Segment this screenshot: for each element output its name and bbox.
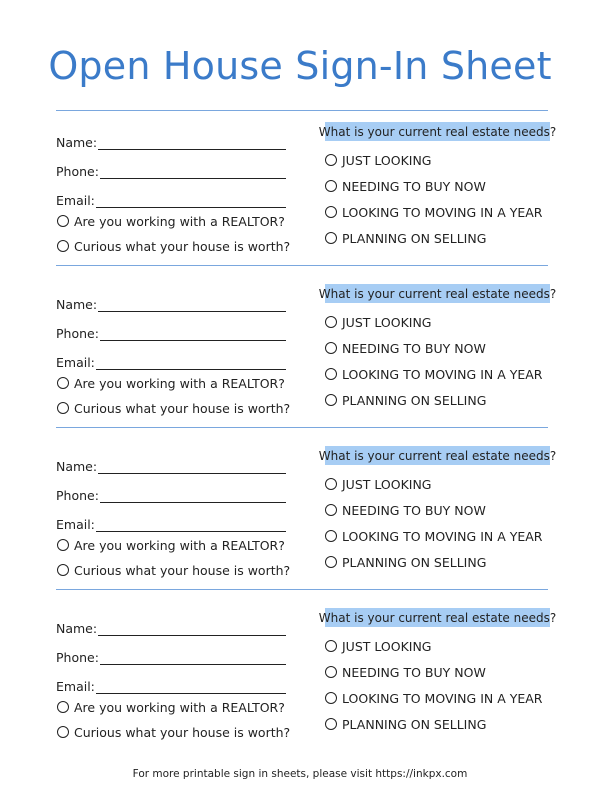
phone-field[interactable] bbox=[56, 323, 286, 341]
name-field[interactable] bbox=[56, 456, 286, 474]
radio-circle-icon[interactable] bbox=[325, 342, 337, 354]
name-field-label: Name: bbox=[56, 297, 98, 312]
phone-field-underline[interactable] bbox=[100, 491, 286, 503]
house-worth-option[interactable] bbox=[57, 724, 290, 740]
needs-option-label: JUST LOOKING bbox=[342, 638, 432, 654]
needs-option-label: PLANNING ON SELLING bbox=[342, 716, 487, 732]
radio-circle-icon[interactable] bbox=[325, 232, 337, 244]
realtor-option-label: Are you working with a REALTOR? bbox=[74, 213, 285, 229]
email-field-underline[interactable] bbox=[96, 682, 286, 694]
needs-option[interactable] bbox=[325, 502, 486, 518]
email-field-label: Email: bbox=[56, 679, 95, 694]
needs-option-label: PLANNING ON SELLING bbox=[342, 554, 487, 570]
name-field-underline[interactable] bbox=[98, 462, 286, 474]
phone-field-underline[interactable] bbox=[100, 653, 286, 665]
radio-circle-icon[interactable] bbox=[325, 640, 337, 652]
email-field[interactable] bbox=[56, 190, 286, 208]
needs-option[interactable] bbox=[325, 716, 486, 732]
page-title: Open House Sign-In Sheet bbox=[48, 44, 552, 88]
house-worth-option[interactable] bbox=[57, 400, 290, 416]
radio-circle-icon[interactable] bbox=[325, 666, 337, 678]
needs-option[interactable] bbox=[325, 554, 486, 570]
radio-circle-icon[interactable] bbox=[325, 478, 337, 490]
needs-option[interactable] bbox=[325, 638, 432, 654]
phone-field-label: Phone: bbox=[56, 326, 99, 341]
name-field-underline[interactable] bbox=[98, 138, 286, 150]
house-worth-option[interactable] bbox=[57, 562, 290, 578]
radio-circle-icon[interactable] bbox=[57, 215, 69, 227]
realtor-option-label: Are you working with a REALTOR? bbox=[74, 699, 285, 715]
needs-option-label: NEEDING TO BUY NOW bbox=[342, 340, 486, 356]
needs-option[interactable] bbox=[325, 340, 486, 356]
name-field[interactable] bbox=[56, 294, 286, 312]
section-divider bbox=[56, 265, 548, 266]
needs-option-label: NEEDING TO BUY NOW bbox=[342, 178, 486, 194]
radio-circle-icon[interactable] bbox=[57, 726, 69, 738]
footer-note: For more printable sign in sheets, please visit https://inkpx.com bbox=[132, 768, 468, 780]
needs-option-label: JUST LOOKING bbox=[342, 152, 432, 168]
realtor-option-label: Are you working with a REALTOR? bbox=[74, 375, 285, 391]
needs-option[interactable] bbox=[325, 178, 486, 194]
sign-in-entry bbox=[0, 442, 600, 582]
needs-option[interactable] bbox=[325, 476, 432, 492]
email-field[interactable] bbox=[56, 514, 286, 532]
radio-circle-icon[interactable] bbox=[57, 240, 69, 252]
needs-option-label: LOOKING TO MOVING IN A YEAR bbox=[342, 690, 543, 706]
house-worth-option-label: Curious what your house is worth? bbox=[74, 724, 291, 740]
sign-in-entry bbox=[0, 604, 600, 744]
radio-circle-icon[interactable] bbox=[57, 701, 69, 713]
needs-option-label: LOOKING TO MOVING IN A YEAR bbox=[342, 366, 543, 382]
phone-field[interactable] bbox=[56, 647, 286, 665]
house-worth-option-label: Curious what your house is worth? bbox=[74, 400, 291, 416]
needs-option-label: PLANNING ON SELLING bbox=[342, 392, 487, 408]
needs-option[interactable] bbox=[325, 204, 543, 220]
needs-question-header: What is your current real estate needs? bbox=[325, 122, 550, 141]
house-worth-option-label: Curious what your house is worth? bbox=[74, 238, 291, 254]
phone-field[interactable] bbox=[56, 485, 286, 503]
name-field-label: Name: bbox=[56, 459, 98, 474]
radio-circle-icon[interactable] bbox=[325, 206, 337, 218]
phone-field[interactable] bbox=[56, 161, 286, 179]
email-field-underline[interactable] bbox=[96, 520, 286, 532]
sign-in-entry bbox=[0, 280, 600, 420]
radio-circle-icon[interactable] bbox=[325, 154, 337, 166]
needs-option[interactable] bbox=[325, 366, 543, 382]
needs-question-header: What is your current real estate needs? bbox=[325, 608, 550, 627]
section-divider bbox=[56, 427, 548, 428]
name-field-label: Name: bbox=[56, 621, 98, 636]
section-divider bbox=[56, 589, 548, 590]
name-field-label: Name: bbox=[56, 135, 98, 150]
needs-option-label: JUST LOOKING bbox=[342, 476, 432, 492]
email-field-label: Email: bbox=[56, 517, 95, 532]
radio-circle-icon[interactable] bbox=[57, 377, 69, 389]
phone-field-label: Phone: bbox=[56, 650, 99, 665]
radio-circle-icon[interactable] bbox=[325, 504, 337, 516]
phone-field-label: Phone: bbox=[56, 164, 99, 179]
radio-circle-icon[interactable] bbox=[325, 394, 337, 406]
phone-field-underline[interactable] bbox=[100, 167, 286, 179]
email-field-underline[interactable] bbox=[96, 196, 286, 208]
needs-option-label: PLANNING ON SELLING bbox=[342, 230, 487, 246]
needs-option[interactable] bbox=[325, 664, 486, 680]
name-field[interactable] bbox=[56, 132, 286, 150]
needs-option-label: NEEDING TO BUY NOW bbox=[342, 502, 486, 518]
email-field-underline[interactable] bbox=[96, 358, 286, 370]
radio-circle-icon[interactable] bbox=[325, 180, 337, 192]
needs-question-header: What is your current real estate needs? bbox=[325, 284, 550, 303]
needs-option[interactable] bbox=[325, 392, 486, 408]
radio-circle-icon[interactable] bbox=[325, 692, 337, 704]
name-field-underline[interactable] bbox=[98, 624, 286, 636]
realtor-option[interactable] bbox=[57, 699, 285, 715]
radio-circle-icon[interactable] bbox=[57, 402, 69, 414]
sign-in-entry bbox=[0, 118, 600, 258]
realtor-option-label: Are you working with a REALTOR? bbox=[74, 537, 285, 553]
phone-field-label: Phone: bbox=[56, 488, 99, 503]
email-field-label: Email: bbox=[56, 355, 95, 370]
email-field[interactable] bbox=[56, 352, 286, 370]
needs-option[interactable] bbox=[325, 528, 543, 544]
radio-circle-icon[interactable] bbox=[325, 368, 337, 380]
needs-option-label: LOOKING TO MOVING IN A YEAR bbox=[342, 204, 543, 220]
section-divider bbox=[56, 110, 548, 111]
radio-circle-icon[interactable] bbox=[57, 539, 69, 551]
needs-option[interactable] bbox=[325, 690, 543, 706]
needs-option[interactable] bbox=[325, 152, 432, 168]
needs-option-label: JUST LOOKING bbox=[342, 314, 432, 330]
radio-circle-icon[interactable] bbox=[325, 316, 337, 328]
house-worth-option-label: Curious what your house is worth? bbox=[74, 562, 291, 578]
phone-field-underline[interactable] bbox=[100, 329, 286, 341]
realtor-option[interactable] bbox=[57, 537, 285, 553]
name-field-underline[interactable] bbox=[98, 300, 286, 312]
needs-option-label: LOOKING TO MOVING IN A YEAR bbox=[342, 528, 543, 544]
email-field-label: Email: bbox=[56, 193, 95, 208]
realtor-option[interactable] bbox=[57, 375, 285, 391]
realtor-option[interactable] bbox=[57, 213, 285, 229]
radio-circle-icon[interactable] bbox=[325, 530, 337, 542]
radio-circle-icon[interactable] bbox=[57, 564, 69, 576]
email-field[interactable] bbox=[56, 676, 286, 694]
needs-option-label: NEEDING TO BUY NOW bbox=[342, 664, 486, 680]
needs-option[interactable] bbox=[325, 314, 432, 330]
needs-option[interactable] bbox=[325, 230, 486, 246]
radio-circle-icon[interactable] bbox=[325, 556, 337, 568]
needs-question-header: What is your current real estate needs? bbox=[325, 446, 550, 465]
radio-circle-icon[interactable] bbox=[325, 718, 337, 730]
house-worth-option[interactable] bbox=[57, 238, 290, 254]
name-field[interactable] bbox=[56, 618, 286, 636]
